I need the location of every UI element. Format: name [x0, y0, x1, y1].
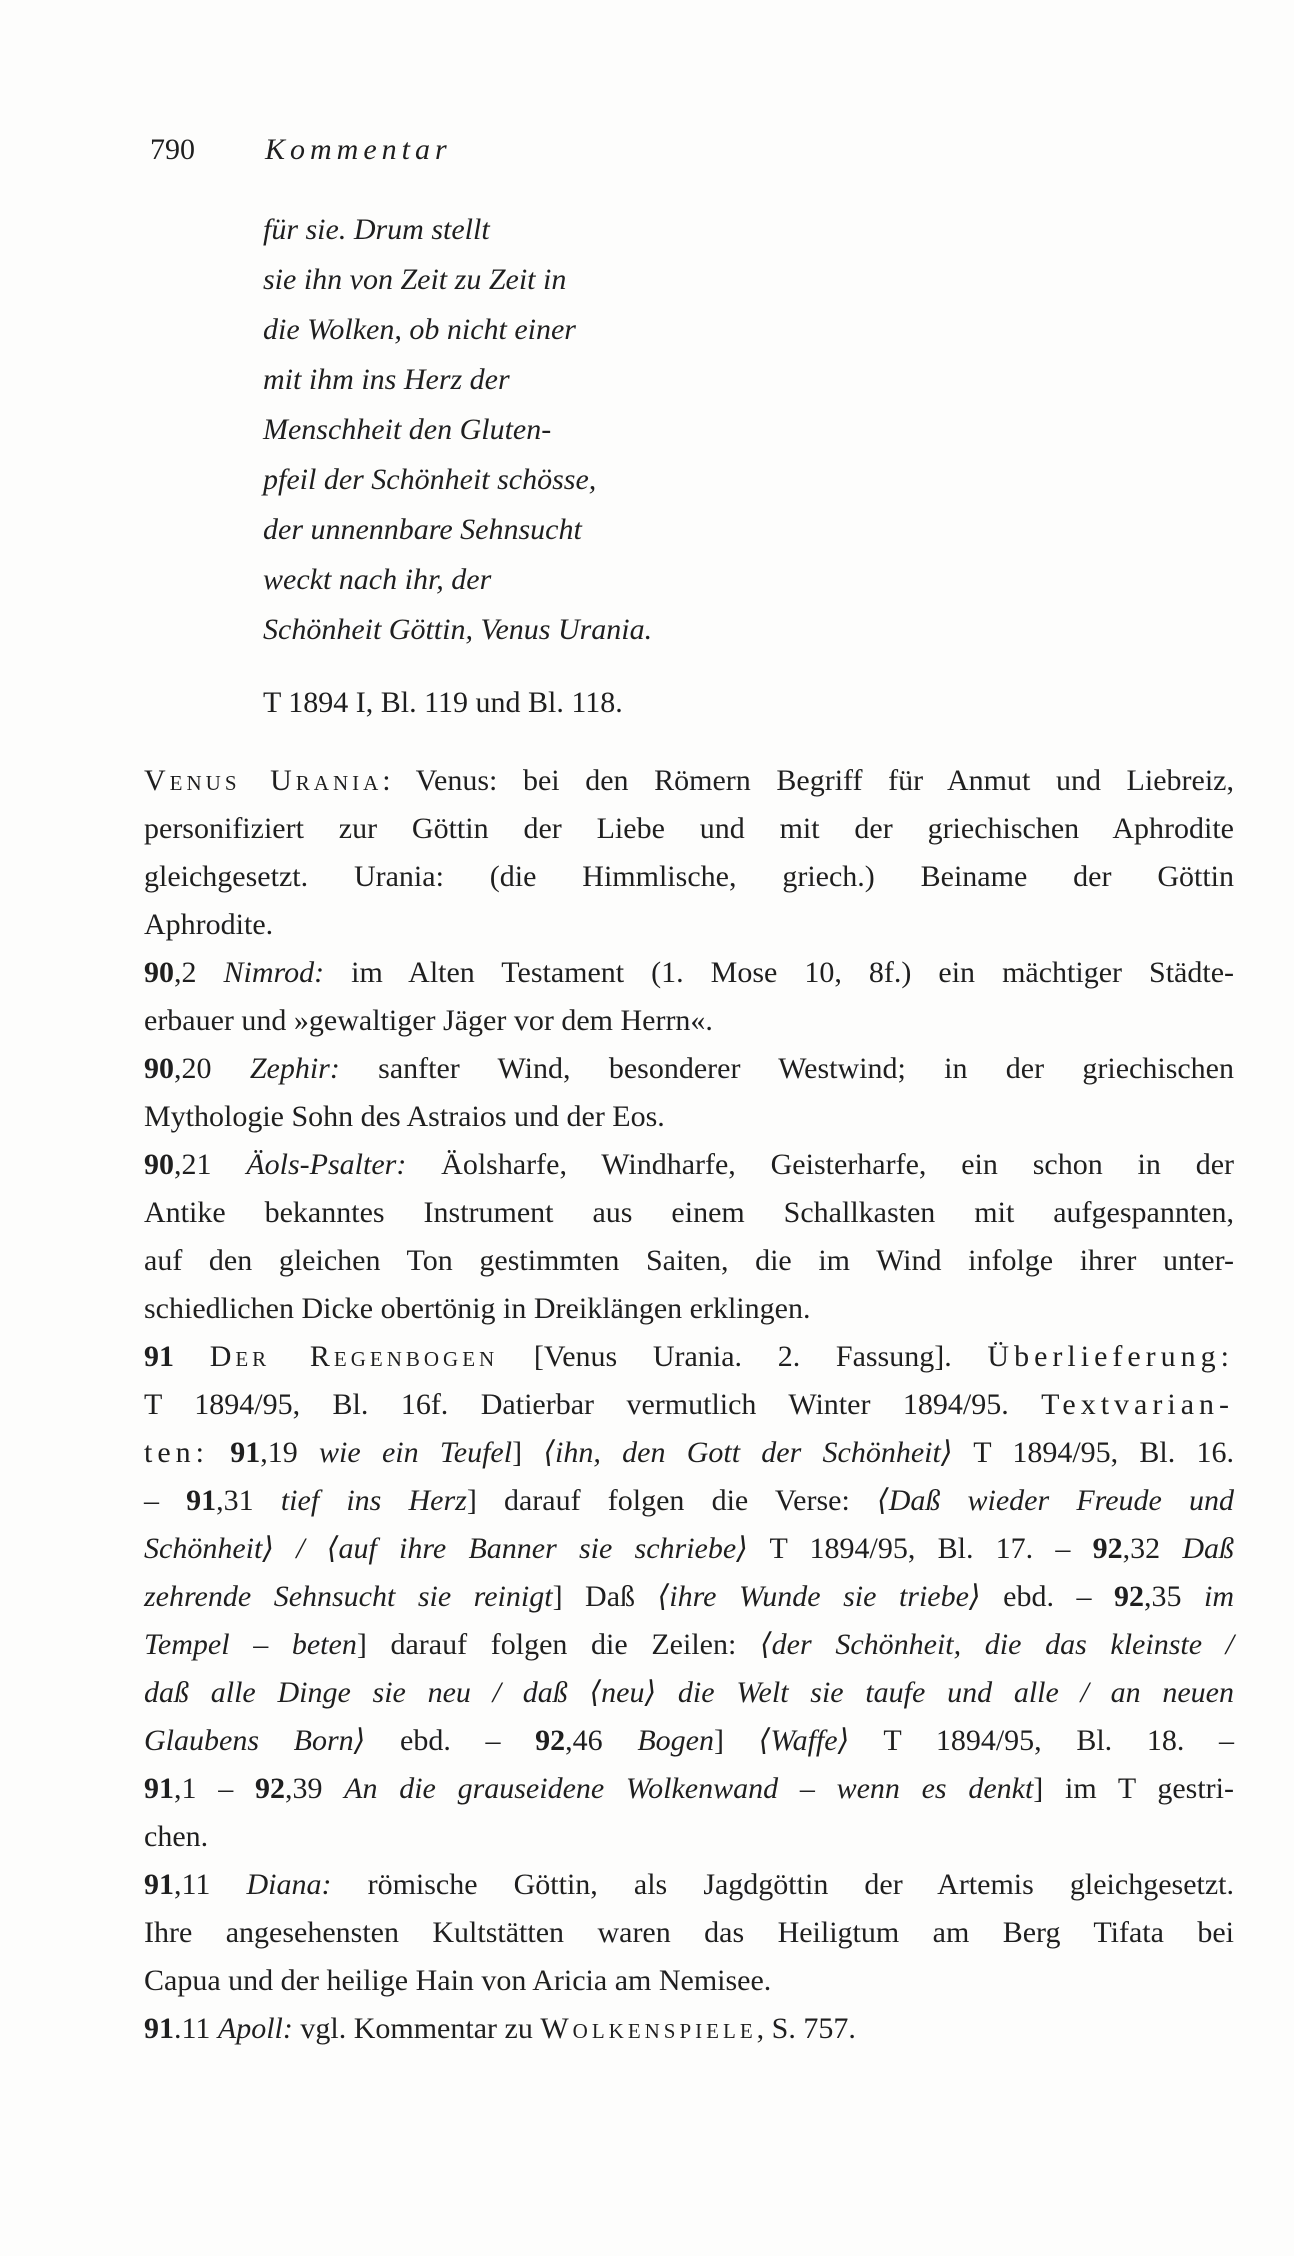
text-segment: T 1894/95, Bl. 16f. Datierbar vermutlich Winter 1894/95.: [144, 1388, 1042, 1421]
text-segment: 92: [254, 1772, 285, 1805]
text-line: [144, 1141, 1234, 1189]
text-line: pfeil der Schönheit schösse,: [263, 463, 597, 496]
text-segment: T 1894/95, Bl. 17. –: [747, 1532, 1093, 1565]
text-segment: wie ein Teufel: [319, 1436, 513, 1469]
text-segment: Aphrodite.: [144, 908, 274, 941]
text-line: [144, 1429, 1234, 1477]
text-segment: T 1894/95, Bl. 18. –: [849, 1724, 1235, 1757]
text-segment: Überlieferung:: [987, 1340, 1235, 1373]
text-segment: römische Göttin, als Jagdgöttin der Artemis gleichgesetzt.: [331, 1868, 1234, 1901]
text-line: [144, 949, 1234, 997]
text-segment: ,2: [174, 956, 224, 989]
text-line: [144, 853, 1234, 901]
text-segment: Nimrod:: [223, 956, 325, 989]
text-segment: Ihre angesehensten Kultstätten waren das Heiligtum am Berg Tifata bei: [144, 1916, 1234, 1949]
text-segment: ⟨Daß wieder Freude und: [876, 1484, 1235, 1517]
text-segment: 91: [144, 1772, 174, 1805]
text-segment: personifiziert zur Göttin der Liebe und mit der griechischen Aphrodite: [144, 812, 1234, 845]
text-segment: ,35: [1143, 1580, 1204, 1613]
text-segment: ,21: [174, 1148, 247, 1181]
text-segment: .11: [174, 2012, 218, 2045]
text-line: [144, 997, 1234, 1045]
text-segment: Äolsharfe, Windharfe, Geisterharfe, ein schon in der: [406, 1148, 1235, 1181]
text-segment: 90: [144, 956, 174, 989]
text-segment: 92: [1092, 1532, 1123, 1565]
text-line: [144, 1381, 1234, 1429]
text-segment: sanfter Wind, besonderer Westwind; in der griechischen: [339, 1052, 1234, 1085]
text-segment: chen.: [144, 1820, 209, 1853]
text-segment: Der Regenbogen: [209, 1340, 499, 1373]
text-segment: ,20: [174, 1052, 250, 1085]
text-line: [144, 2005, 1234, 2053]
text-segment: tief ins Herz: [280, 1484, 467, 1517]
text-segment: ebd. –: [980, 1580, 1114, 1613]
poem-attribution: T 1894 I, Bl. 119 und Bl. 118.: [263, 686, 623, 719]
text-segment: ⟨ihn, den Gott der Schönheit⟩: [543, 1436, 953, 1469]
text-line: die Wolken, ob nicht einer: [263, 313, 576, 346]
text-segment: [174, 1340, 210, 1373]
text-segment: 91: [144, 2012, 174, 2045]
text-segment: ten:: [144, 1436, 209, 1469]
text-segment: ] darauf folgen die Verse:: [466, 1484, 877, 1517]
text-segment: ,19: [260, 1436, 320, 1469]
text-segment: ⟨Waffe⟩: [758, 1724, 850, 1757]
text-line: [144, 1621, 1234, 1669]
running-head: Kommentar: [265, 133, 452, 166]
text-segment: Äols-Psalter:: [246, 1148, 407, 1181]
text-segment: im Alten Testament (1. Mose 10, 8f.) ein mächtiger Städte-: [324, 956, 1235, 989]
page-header: [150, 126, 452, 174]
text-line: [144, 1717, 1234, 1765]
text-segment: 92: [1113, 1580, 1144, 1613]
text-line: [144, 1285, 1234, 1333]
text-segment: ,11: [174, 1868, 247, 1901]
text-line: Menschheit den Gluten-: [263, 413, 552, 446]
text-segment: , S. 757.: [756, 2012, 856, 2045]
text-segment: 91: [144, 1340, 174, 1373]
text-segment: ] im T gestri-: [1033, 1772, 1234, 1805]
text-line: [144, 805, 1234, 853]
text-segment: 91: [230, 1436, 261, 1469]
text-segment: Antike bekanntes Instrument aus einem Schallkasten mit aufgespannten,: [144, 1196, 1234, 1229]
text-segment: Textvarian-: [1041, 1388, 1234, 1421]
page-number: 790: [150, 133, 195, 166]
text-line: für sie. Drum stellt: [263, 213, 490, 246]
text-line: Schönheit Göttin, Venus Urania.: [263, 613, 653, 646]
text-segment: Mythologie Sohn des Astraios und der Eos.: [144, 1100, 665, 1133]
text-segment: [209, 1436, 230, 1469]
text-segment: Bogen: [637, 1724, 714, 1757]
text-segment: ,32: [1122, 1532, 1183, 1565]
text-line: [144, 757, 1234, 805]
text-line: mit ihm ins Herz der: [263, 363, 510, 396]
text-line: [144, 1765, 1234, 1813]
text-line: sie ihn von Zeit zu Zeit in: [263, 263, 567, 296]
text-line: [144, 901, 1234, 949]
text-segment: schiedlichen Dicke obertönig in Dreiklängen erklingen.: [144, 1292, 811, 1325]
text-segment: 91: [144, 1868, 174, 1901]
text-segment: ]: [512, 1436, 544, 1469]
text-segment: An die grauseidene Wolkenwand – wenn es denkt: [344, 1772, 1034, 1805]
text-line: weckt nach ihr, der: [263, 563, 492, 596]
text-line: der unnennbare Sehnsucht: [263, 513, 582, 546]
text-segment: ,39: [284, 1772, 345, 1805]
text-segment: : Venus: bei den Römern Begriff für Anmut und Liebreiz,: [382, 764, 1234, 797]
text-segment: ] Daß: [552, 1580, 658, 1613]
text-segment: zehrende Sehnsucht sie reinigt: [144, 1580, 553, 1613]
text-segment: ⟨ihre Wunde sie triebe⟩: [657, 1580, 981, 1613]
text-segment: ] darauf folgen die Zeilen:: [356, 1628, 760, 1661]
text-line: [144, 1477, 1234, 1525]
text-segment: Capua und der heilige Hain von Aricia am Nemisee.: [144, 1964, 772, 1997]
text-segment: Apoll:: [217, 2012, 293, 2045]
text-segment: daß alle Dinge sie neu / daß ⟨neu⟩ die Welt sie taufe und alle / an neuen: [144, 1676, 1234, 1709]
commentary-block: [144, 757, 1234, 2053]
text-segment: Glaubens Born⟩: [144, 1724, 366, 1757]
text-segment: –: [144, 1484, 187, 1517]
text-line: [144, 1189, 1234, 1237]
text-segment: ]: [713, 1724, 759, 1757]
text-segment: ebd. –: [365, 1724, 536, 1757]
text-segment: Venus Urania: [144, 764, 383, 797]
text-line: [144, 1573, 1234, 1621]
text-segment: Diana:: [246, 1868, 332, 1901]
text-line: [144, 1669, 1234, 1717]
text-segment: auf den gleichen Ton gestimmten Saiten, die im Wind infolge ihrer unter-: [144, 1244, 1234, 1277]
text-segment: ,31: [216, 1484, 281, 1517]
text-line: [144, 1237, 1234, 1285]
text-segment: Tempel – beten: [144, 1628, 357, 1661]
text-segment: im: [1204, 1580, 1234, 1613]
text-segment: ,1 –: [174, 1772, 255, 1805]
text-line: [144, 1045, 1234, 1093]
text-segment: ,46: [565, 1724, 638, 1757]
text-segment: 92: [535, 1724, 566, 1757]
text-segment: 90: [144, 1148, 174, 1181]
text-line: [144, 1333, 1234, 1381]
text-segment: gleichgesetzt. Urania: (die Himmlische, griech.) Beiname der Göttin: [144, 860, 1234, 893]
poem-quote: [263, 205, 652, 655]
text-segment: ⟨der Schönheit, die das kleinste /: [759, 1628, 1235, 1661]
text-segment: [Venus Urania. 2. Fassung].: [498, 1340, 988, 1373]
text-segment: 90: [144, 1052, 174, 1085]
text-segment: erbauer und »gewaltiger Jäger vor dem Herrn«.: [144, 1004, 713, 1037]
text-line: [144, 1909, 1234, 1957]
text-line: [144, 1525, 1234, 1573]
text-segment: Zephir:: [249, 1052, 340, 1085]
text-segment: T 1894/95, Bl. 16.: [952, 1436, 1235, 1469]
text-line: [144, 1813, 1234, 1861]
text-line: [144, 1957, 1234, 2005]
text-segment: Wolkenspiele: [540, 2012, 757, 2045]
text-segment: Daß: [1182, 1532, 1234, 1565]
text-segment: vgl. Kommentar zu: [292, 2012, 541, 2045]
text-segment: 91: [186, 1484, 217, 1517]
text-segment: Schönheit⟩ / ⟨auf ihre Banner sie schriebe⟩: [144, 1532, 748, 1565]
text-line: [144, 1093, 1234, 1141]
text-line: [144, 1861, 1234, 1909]
